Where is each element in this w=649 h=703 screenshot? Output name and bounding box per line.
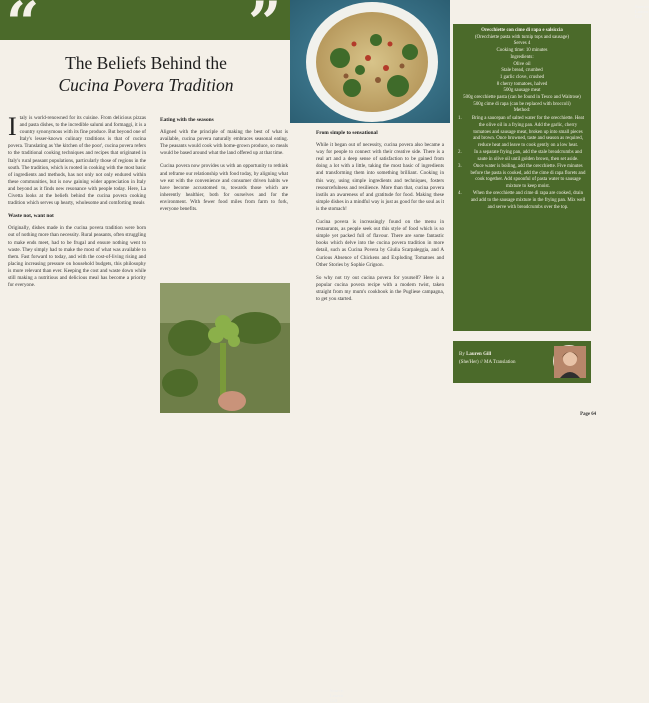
simple-paragraph-1: While it began out of necessity, cucina povera also became a way for people to connect with their creative side. There is a real art and a deep sense of satisfaction to be gained from doing a lot with a little, taking the most basic of ingredients and transforming them into something brilliant. Cooking in this way, using simple ingredients and techniques, fosters resourcefulness and resilience. More than that, cucina povera instils an awareness of and gratitude for food. Making these simple dishes in a mindful way is just as good for the soul as it is the stomach! xyxy=(316,142,444,212)
photo-credit-bottom: Source: Lauren Gill xyxy=(330,688,345,703)
step-text: Bring a saucepan of salted water for the orecchiette. Heat the olive oil in a frying pan. Add the garlic, cherry tomatoes and sausage meat, broken up into small pieces and brown. Once browned, taste and season as required, reduce heat and leave to cook gently on a low heat. xyxy=(471,116,585,148)
step-number: 1. xyxy=(458,116,462,122)
simple-paragraph-2: Cucina povera is increasingly found on the menu in restaurants, as people seek out this style of food which is so simple yet packed full of flavour. There are some fantastic books which delve into the cucina povera tradition in more detail, such as Cucina Povera by Giulia Scarpaleggia, and A Curious Absence of Chickens and Exploding Tomatoes and Other Stories by Sophie Grigson. xyxy=(316,219,444,268)
step-number: 3. xyxy=(458,164,462,170)
step-number: 2. xyxy=(458,150,462,156)
ingredient-item: 500g cime di rapa (can be replaced with broccoli) xyxy=(473,101,571,107)
author-by: By xyxy=(459,352,467,357)
author-box xyxy=(453,341,591,383)
ingredient-item: 500g sausage meat xyxy=(503,88,541,94)
method-step xyxy=(458,150,586,163)
recipe-serves: Serves 4 xyxy=(513,41,531,47)
seasons-paragraph-1: Aligned with the principle of making the best of what is available, cucina povera naturally embraces seasonal eating. The peasants would cook with home-grown produce, so meals would be based around what the land offered up at that time. xyxy=(160,129,288,157)
recipe-panel xyxy=(453,24,591,331)
heading-waste: Waste not, want not xyxy=(8,213,54,220)
quote-band xyxy=(0,0,292,57)
method-label: Method: xyxy=(513,108,531,114)
method-step xyxy=(458,191,586,211)
recipe-title: Orecchiette con cime di rapa e salsiccia xyxy=(481,28,563,33)
ingredient-item: 500g orecchiette pasta (can be found in Tesco and Waitrose) xyxy=(463,95,581,101)
simple-paragraph-3: So why not try out cucina povera for yourself? Here is a popular cucina povera recipe with a modern twist, taken straight from my mum's cookbook in the Pugliese campagna, to get you started. xyxy=(316,274,444,302)
ingredient-item: Olive oil xyxy=(513,61,531,67)
ingredient-item: 1 garlic clove, crushed xyxy=(499,74,545,80)
author-portrait-icon xyxy=(554,346,586,378)
ingredient-item: Stale bread, crumbed xyxy=(501,68,543,74)
step-text: In a separate frying pan, add the stale breadcrumbs and saute in olive oil until golden brown, then set aside. xyxy=(474,150,582,162)
pasta-bowl-illustration xyxy=(290,0,450,123)
article-column-2 xyxy=(160,117,288,219)
step-number: 4. xyxy=(458,191,462,197)
title-line-1: The Beliefs Behind the xyxy=(65,53,227,73)
close-quote-icon: ” xyxy=(248,0,282,57)
article-column-1 xyxy=(8,112,146,295)
step-text: Once water is boiling, add the orecchiette. Five minutes before the pasta is cooked, add the cime di rapa florets and cook together. Add spoonful of pasta water to sausage mixture to keep moist. xyxy=(470,164,586,190)
method-step xyxy=(458,164,586,191)
recipe-subtitle: (Orecchiette pasta with turnip tops and sausage) xyxy=(475,34,569,40)
drop-cap: I xyxy=(8,112,17,141)
photo-credit-top: Source: Lauren Gill xyxy=(635,4,649,19)
ingredient-item: 8 cherry tomatoes, halved xyxy=(496,81,548,87)
waste-paragraph: Originally, dishes made in the cucina povera tradition were born out of nothing more than necessity. Rural peasants, often struggling to make ends meet, had to be frugal and ensure nothing went to waste. They simply had to make the most of what was available to them. Fast forward to today, and with the cost-of-living rising and placing increasing pressure on household budgets, this philosophy is more relevant than ever. Keeping the cost and waste down while still making a nutritious and delicious meal has become a priority for everyone. xyxy=(8,225,146,289)
broccoli-illustration xyxy=(160,283,290,413)
seasons-paragraph-2: Cucina povera now provides us with an opportunity to rethink and reframe our relationship with food today, by aligning what we eat with the convenience and consumer driven habits we have become accustomed to, towards those which are inherently healthier, both for ourselves and for the environment. With fewer food miles from farm to fork, everyone benefits. xyxy=(160,163,288,213)
recipe-time: Cooking time: 10 minutes xyxy=(496,48,548,54)
intro-text: taly is world-renowned for its cuisine. From delicious pizzas and pasta dishes, to the incredible salumi and formaggi, it is a country synonymous with its fine produce. But beyond one of Italy's lesser-known culinary traditions is that of cucina povera. Translating as 'the kitchen of the poor', cucina povera refers to the traditional cooking techniques and recipes that originated in Italy's rural peasant populations, particularly those of regions in the south. The tradition, which is rooted in cooking with the most basic of ingredients and methods, has not only not only endured within these communities, but is now gaining wider appreciation in Italy and beyond as it finds new resonance with people today. Here, La Civetta looks at the beliefs behind the cucina povera cooking tradition which serves up hearty, wholesome and comforting meals xyxy=(8,115,146,207)
page-title xyxy=(10,52,282,96)
heading-simple: From simple to sensational xyxy=(316,130,378,136)
cime-di-rapa-photo xyxy=(160,283,345,703)
method-step xyxy=(458,116,586,150)
title-line-2: Cucina Povera Tradition xyxy=(58,75,234,95)
author-name: Lauren Gill xyxy=(466,352,492,357)
step-text: When the orecchiette and cime di rapa are cooked, drain and add to the sausage mixture in the frying pan. Mix well and serve with breadcrumbs over the top. xyxy=(470,191,586,210)
heading-seasons: Eating with the seasons xyxy=(160,117,214,123)
author-role: (She/Her) // MA Translation xyxy=(459,360,516,365)
article-column-3 xyxy=(316,130,444,309)
page-number: Page 64 xyxy=(580,412,596,417)
method-steps xyxy=(458,116,586,211)
ingredients-label: Ingredients: xyxy=(510,54,534,60)
open-quote-icon: “ xyxy=(6,0,40,57)
avatar xyxy=(553,345,585,377)
intro-paragraph xyxy=(8,112,146,207)
